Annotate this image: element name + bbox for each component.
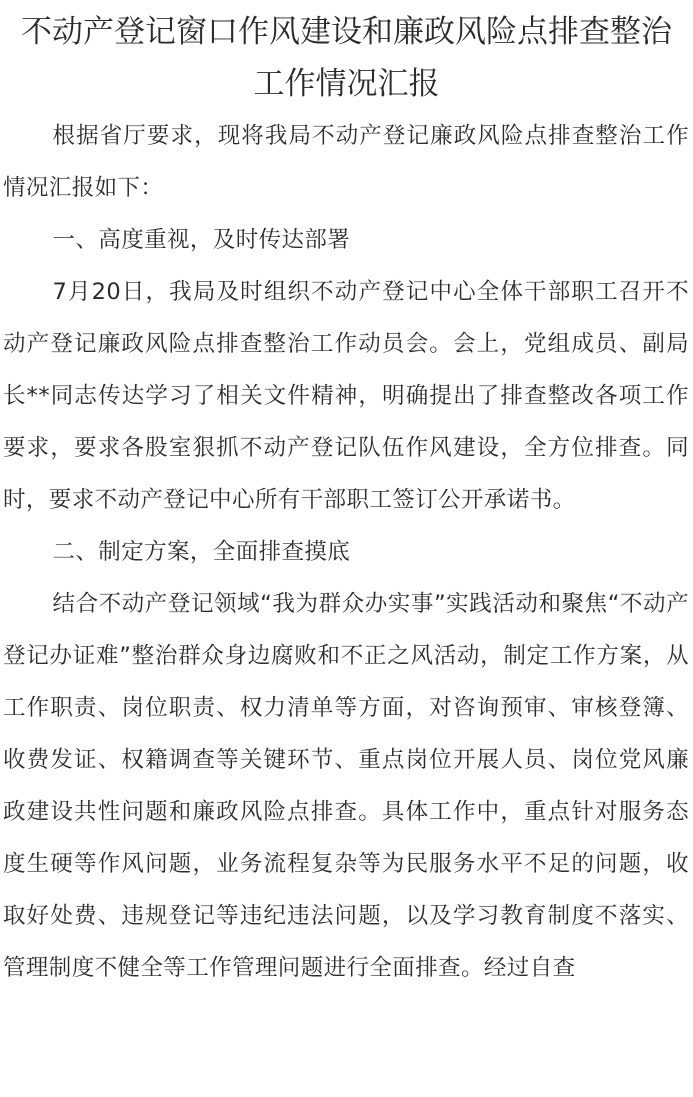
section-heading-1: 一、高度重视，及时传达部署 [52, 227, 351, 253]
document-title: 不动产登记窗口作风建设和廉政风险点排查整治工作情况汇报 [21, 14, 672, 102]
section-heading-2: 二、制定方案，全面排查摸底 [52, 539, 351, 565]
section-1-paragraph: 7月20日，我局及时组织不动产登记中心全体干部职工召开不动产登记廉政风险点排查整治工作动员会。会上，党组成员、副局长**同志传达学习了相关文件精神，明确提出了排查整改各项工作要求，要求各股室狠抓不动产登记队伍作风建设，全方位排查。同时，要求不动产登记中心所有干部职工签订公开承诺书。 [3, 279, 689, 513]
intro-paragraph: 根据省厅要求，现将我局不动产登记廉政风险点排查整治工作情况汇报如下： [3, 123, 689, 201]
document-body [0, 110, 693, 994]
section-2-paragraph: 结合不动产登记领域“我为群众办实事”实践活动和聚焦“不动产登记办证难”整治群众身边腐败和不正之风活动，制定工作方案，从工作职责、岗位职责、权力清单等方面，对咨询预审、审核登簿、收费发证、权籍调查等关键环节、重点岗位开展人员、岗位党风廉政建设共性问题和廉政风险点排查。具体工作中，重点针对服务态度生硬等作风问题，业务流程复杂等为民服务水平不足的问题，收取好处费、违规登记等违纪违法问题，以及学习教育制度不落实、管理制度不健全等工作管理问题进行全面排查。经过自查 [3, 591, 689, 981]
